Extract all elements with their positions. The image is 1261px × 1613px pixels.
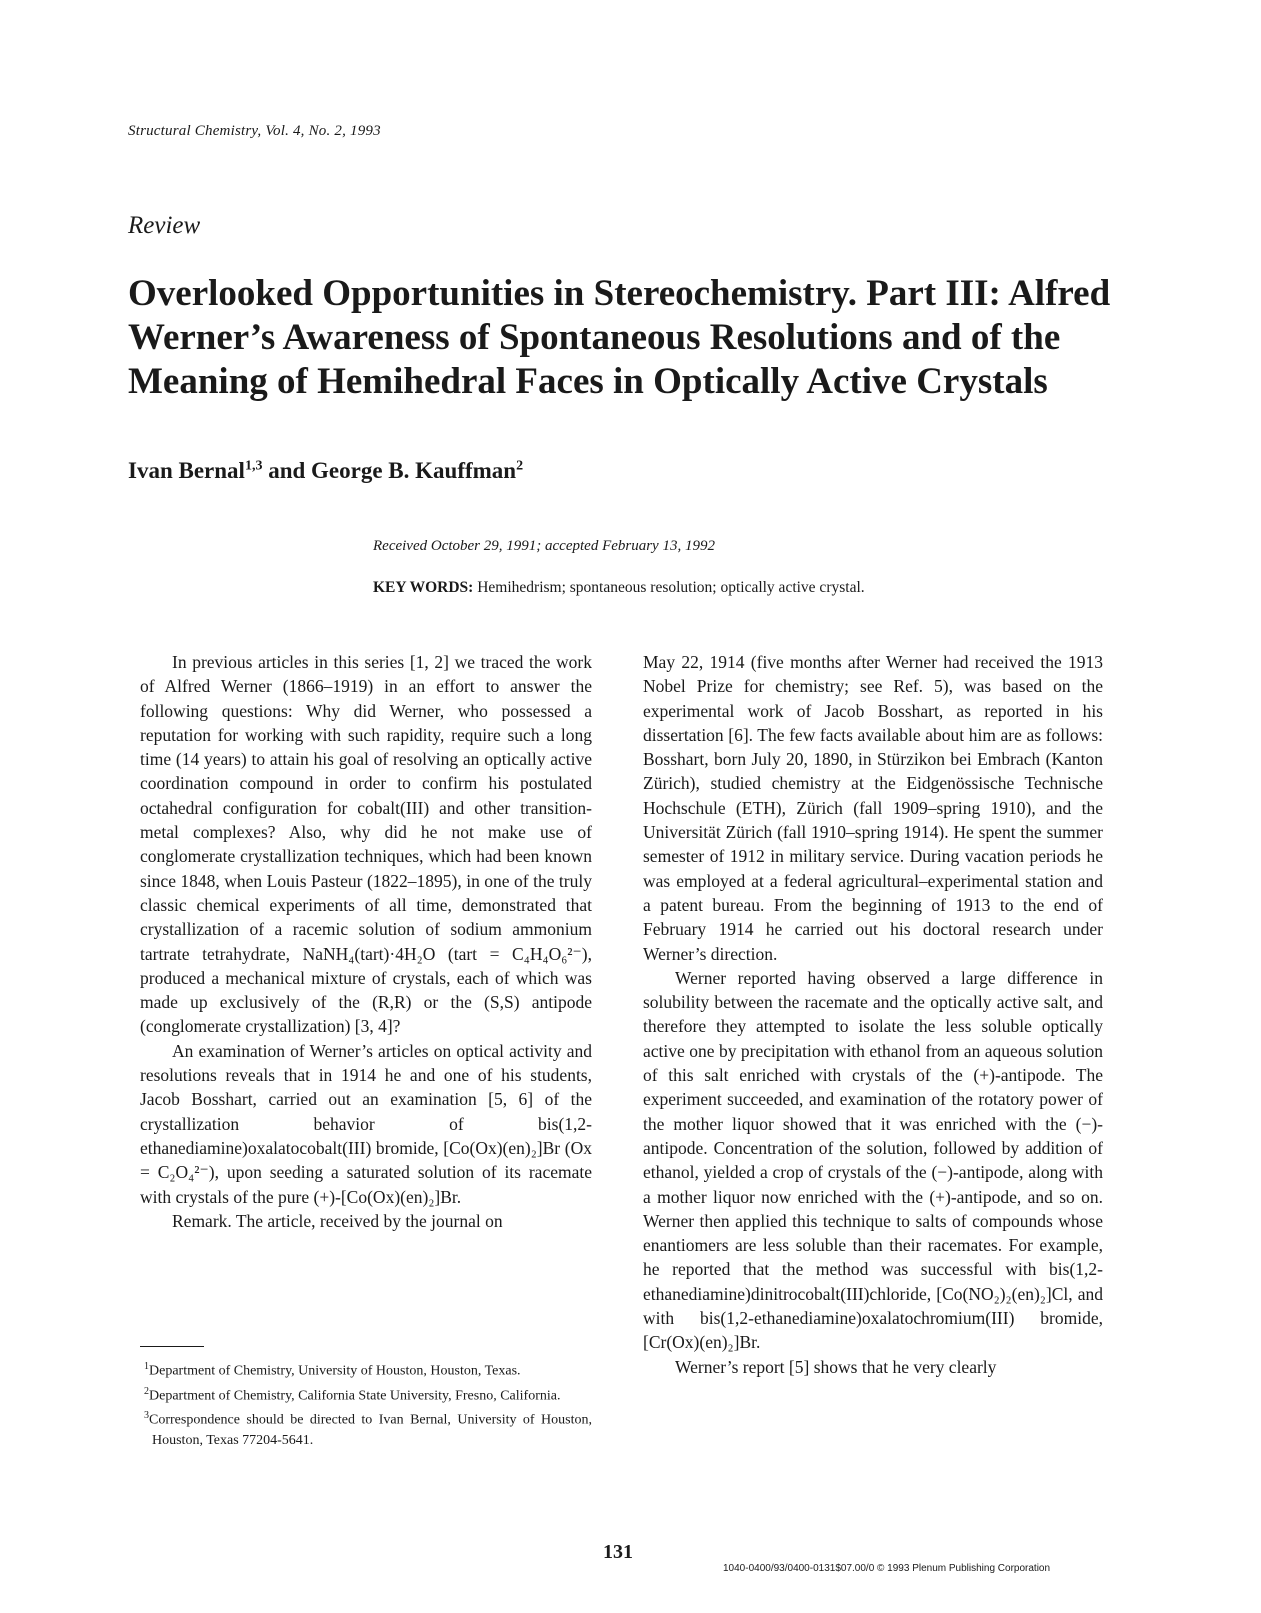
author-list xyxy=(128,458,523,484)
received-dates: Received October 29, 1991; accepted February 13, 1992 xyxy=(373,538,715,554)
keywords xyxy=(373,579,865,597)
body-paragraph: In previous articles in this series [1, 2] we traced the work of Alfred Werner (1866–1919) in an effort to answer the following questions: Why did Werner, who possessed a reputation for working with such rapidity, require such a long time (14 years) to attain his goal of resolving an optically active coordination compound in order to confirm his postulated octahedral configuration for cobalt(III) and other transition-metal complexes? Also, why did he not make use of conglomerate crystallization techniques, which had been known since 1848, when Louis Pasteur (1822–1895), in one of the truly classic chemical experiments of all time, demonstrated that crystallization of a racemic solution of sodium ammonium tartrate tetrahydrate, NaNH₄(tart)·4H₂O (tart = C₄H₄O₆²⁻), produced a mechanical mixture of crystals, each of which was made up exclusively of the (R,R) or the (S,S) antipode (conglomerate crystallization) [3, 4]? xyxy=(140,652,592,1037)
author-name: George B. Kauffman xyxy=(311,458,517,483)
body-column-right xyxy=(643,650,1103,1379)
keywords-label: KEY WORDS: xyxy=(373,579,474,596)
page-number: 131 xyxy=(603,1541,633,1563)
author-affiliation-mark: 2 xyxy=(516,458,524,474)
footnote-mark: 2 xyxy=(144,1385,149,1397)
article-title xyxy=(128,272,1138,404)
body-paragraph: Werner reported having observed a large difference in solubility between the racemate and the optically active salt, and therefore they attempted to isolate the less soluble optically active one by precipitation with ethanol from an aqueous solution of this salt enriched with crystals of the (+)-antipode. The experiment succeeded, and examination of the rotatory power of the mother liquor showed that it was enriched with the (−)-antipode. Concentration of the solution, followed by addition of ethanol, yielded a crop of crystals of the (−)-antipode, along with a mother liquor now enriched with the (+)-antipode, and so on. Werner then applied this technique to salts of compounds whose enantiomers are less soluble than their racemates. For example, he reported that the method was successful with bis(1,2-ethanediamine)dinitrocobalt(III)chloride, [Co(NO₂)₂(en)₂]Cl, and with bis(1,2-ethanediamine)oxalatochromium(III) bromide, [Cr(Ox)(en)₂]Br. xyxy=(643,967,1103,1353)
section-label: Review xyxy=(128,212,201,239)
footnote xyxy=(140,1357,592,1382)
footnote xyxy=(140,1382,592,1407)
footnote-mark: 1 xyxy=(144,1361,149,1372)
journal-citation: Structural Chemistry, Vol. 4, No. 2, 1993 xyxy=(128,123,381,139)
body-paragraph: An examination of Werner’s articles on optical activity and resolutions reveals that in 1914 he and one of his students, Jacob Bosshart, carried out an examination [5, 6] of the crystallization behavior of bis(1,2-ethanediamine)oxalatocobalt(III) bromide, [Co(Ox)(en)₂]Br (Ox = C₂O₄²⁻), upon seeding a saturated solution of its racemate with crystals of the pure (+)-[Co(Ox)(en)₂]Br. xyxy=(140,1040,592,1207)
footnote-text: Correspondence should be directed to Ivan Bernal, University of Houston, Houston, Texas 77204-5641. xyxy=(149,1412,592,1448)
body-paragraph: May 22, 1914 (five months after Werner had received the 1913 Nobel Prize for chemistry; see Ref. 5), was based on the experimental work of Jacob Bosshart, as reported in his dissertation [6]. The few facts available about him are as follows: Bosshart, born July 20, 1890, in Stürzikon bei Embrach (Kanton Zürich), studied chemistry at the Eidgenössische Technische Hochschule (ETH), Zürich (fall 1909–spring 1910), and the Universität Zürich (fall 1910–spring 1914). He spent the summer semester of 1912 in military service. During vacation periods he was employed at a federal agricultural–experimental station and a patent bureau. From the beginning of 1913 to the end of February 1914 he carried out his doctoral research under Werner’s direction. xyxy=(643,652,1103,964)
author-affiliation-mark: 1,3 xyxy=(244,458,263,474)
footnotes xyxy=(140,1357,592,1451)
body-paragraph: Werner’s report [5] shows that he very clearly xyxy=(675,1356,997,1377)
footnote-mark: 3 xyxy=(144,1410,149,1422)
keywords-text: Hemihedrism; spontaneous resolution; optically active crystal. xyxy=(473,579,865,596)
footnote-rule xyxy=(140,1346,204,1347)
body-paragraph: Remark. The article, received by the journal on xyxy=(172,1210,503,1231)
footnote-text: Department of Chemistry, California State University, Fresno, California. xyxy=(149,1388,561,1404)
copyright-line: 1040-0400/93/0400-0131$07.00/0 © 1993 Plenum Publishing Corporation xyxy=(723,1563,1051,1574)
title-line: Meaning of Hemihedral Faces in Optically Active Crystals xyxy=(128,361,1048,402)
footnote xyxy=(140,1406,592,1451)
title-line: Werner’s Awareness of Spontaneous Resolutions and of the xyxy=(128,317,1061,358)
author-connector: and xyxy=(262,458,312,483)
footnote-text: Department of Chemistry, University of Houston, Houston, Texas. xyxy=(149,1363,521,1379)
body-column-left xyxy=(140,650,592,1233)
author-name: Ivan Bernal xyxy=(128,458,245,483)
title-line: Overlooked Opportunities in Stereochemistry. Part III: Alfred xyxy=(128,273,1111,314)
